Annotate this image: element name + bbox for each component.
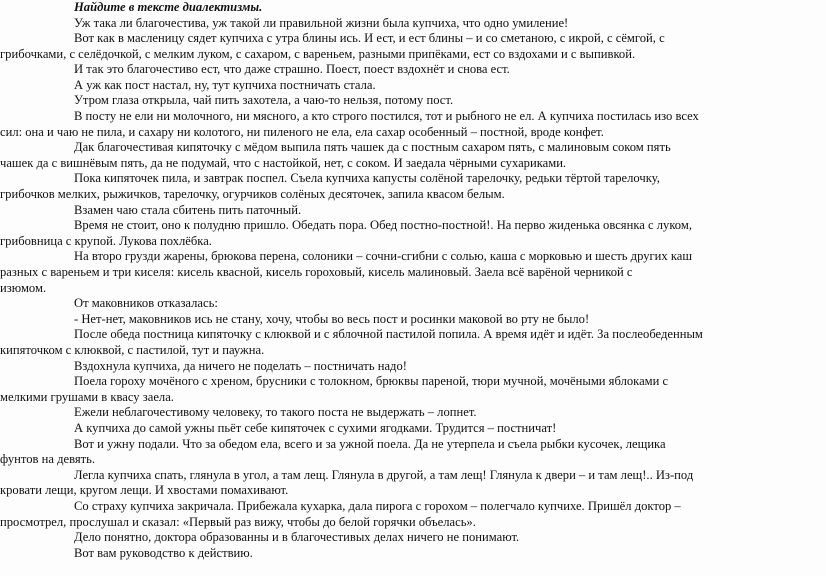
text-line: Вот вам руководство к действию. bbox=[74, 545, 253, 560]
text-line: Ежели неблагочестивому человеку, то такого поста не выдержать – лопнет. bbox=[74, 405, 477, 420]
paragraph bbox=[74, 546, 752, 562]
text-line: От маковников отказалась: bbox=[74, 296, 218, 311]
text-line: И так это благочестиво ест, что даже страшно. Поест, поест вздохнёт и снова ест. bbox=[74, 62, 510, 77]
document-body bbox=[0, 15, 752, 562]
text-line: разных с вареньем и три киселя: кисель квасной, кисель гороховый, кисель малиновый. Заела всё варёной черникой с bbox=[0, 265, 633, 279]
paragraph bbox=[74, 62, 752, 78]
text-line: Время не стоит, оно к полудню пришло. Обедать пора. Обед постно-постной!. На перво жиденька овсянка с луком, bbox=[74, 218, 692, 233]
paragraph bbox=[0, 436, 752, 468]
paragraph bbox=[74, 312, 752, 328]
paragraph bbox=[0, 467, 752, 499]
paragraph bbox=[0, 109, 752, 140]
paragraph bbox=[74, 296, 752, 312]
text-line: грибочков мелких, рыжичков, тарелочку, огурчиков солёных десяточек, запила квасом белым. bbox=[0, 187, 505, 202]
paragraph bbox=[0, 140, 752, 171]
text-line: сил: она и чаю не пила, и сахару ни колотого, ни пиленого не ела, ела сахар особенный – постной, вроде конфет. bbox=[0, 124, 604, 139]
text-line: А купчиха до самой ужны пьёт себе кипяточек с сухими ягодками. Трудится – постничат! bbox=[74, 420, 557, 435]
text-line: просмотрел, прослушал и сказал: «Первый раз вижу, чтобы до белой горячки объелась». bbox=[0, 514, 476, 529]
text-line: В посту не ели ни молочного, ни мясного, а кто строго постился, тот и рыбного не ел. А купчиха постилась изо всех bbox=[74, 109, 699, 124]
paragraph bbox=[0, 327, 752, 358]
text-line: Вот как в масленицу сядет купчиха с утра блины ись. И ест, и ест блины – и со сметаною, с икрой, с сёмгой, с bbox=[74, 31, 665, 46]
text-line: Вот и ужну подали. Что за обедом ела, всего и за ужной поела. Да не утерпела и съела рыбки кусочек, лещика bbox=[74, 436, 666, 451]
text-line: Дело понятно, доктора образованны и в благочестивых делах ничего не понимают. bbox=[74, 530, 520, 545]
text-line: Поела гороху мочёного с хреном, брусники с толокном, брюквы пареной, тюри мучной, мочёными яблоками с bbox=[74, 374, 669, 389]
text-line: мелкими грушами в квасу заела. bbox=[0, 389, 174, 404]
paragraph bbox=[0, 31, 752, 62]
paragraph bbox=[74, 359, 752, 375]
paragraph bbox=[74, 16, 752, 32]
paragraph bbox=[0, 218, 752, 249]
text-line: - Нет-нет, маковников ись не стану, хочу, чтобы во весь пост и росинки маковой во рту не было! bbox=[74, 311, 590, 326]
text-line: кипяточком с клюквой, с пастилой, тут и паужна. bbox=[0, 342, 265, 357]
text-line: Вздохнула купчиха, да ничего не поделать – постничать надо! bbox=[74, 358, 407, 373]
paragraph bbox=[0, 498, 752, 530]
text-line: грибочками, с селёдочкой, с мелким луком, с сахаром, с вареньем, разными припёками, ест со вздохами и с выпивкой. bbox=[0, 46, 636, 61]
text-line: Пока кипяточек пила, и завтрак поспел. Съела купчиха капусты солёной тарелочку, редьки тёртой тарелочку, bbox=[74, 171, 660, 186]
paragraph bbox=[0, 374, 752, 405]
text-line: Легла купчиха спать, глянула в угол, а там лещ. Глянула в другой, а там лещ! Глянула к двери – и там лещ!.. Из-под bbox=[74, 467, 694, 482]
task-heading: Найдите в тексте диалектизмы. bbox=[74, 0, 263, 14]
text-line: Дак благочестивая кипяточку с мёдом выпила пять чашек да с постным сахаром пять, с малиновым соком пять bbox=[74, 140, 671, 155]
text-line: Утром глаза открыла, чай пить захотела, а чаю-то нельзя, потому пост. bbox=[74, 93, 454, 108]
text-line: После обеда постница кипяточку с клюквой и с яблочной пастилой попила. А время идёт и идёт. За послеобеденным bbox=[74, 327, 703, 342]
paragraph bbox=[74, 405, 752, 421]
paragraph bbox=[74, 78, 752, 94]
text-line: грибовница с крупой. Лукова похлёбка. bbox=[0, 233, 212, 248]
text-line: Со страху купчиха закричала. Прибежала кухарка, дала пирога с горохом – полегчало купчихе. Пришёл доктор – bbox=[74, 498, 681, 513]
text-line: Уж така ли благочестива, уж такой ли правильной жизни была купчиха, что одно умиление! bbox=[74, 15, 569, 30]
paragraph bbox=[0, 171, 752, 202]
paragraph bbox=[0, 249, 752, 296]
text-line: На второ грузди жарены, брюкова перена, солоники – сочни-сгибни с солью, каша с морковью и шесть других каш bbox=[74, 249, 693, 264]
paragraph bbox=[74, 530, 752, 546]
text-line: А уж как пост настал, ну, тут купчиха постничать стала. bbox=[74, 77, 376, 92]
text-line: Взамен чаю стала сбитень пить паточный. bbox=[74, 202, 302, 217]
paragraph bbox=[74, 93, 752, 109]
text-line: чашек да с вишнёвым пять, да не подумай, что с настойкой, нет, с соком. И заедала чёрными сухариками. bbox=[0, 155, 567, 170]
paragraph bbox=[74, 203, 752, 219]
text-line: изюмом. bbox=[0, 280, 47, 295]
paragraph bbox=[74, 421, 752, 437]
text-line: кровати лещи, кругом лещи. И хвостами помахивают. bbox=[0, 483, 289, 498]
text-line: фунтов на девять. bbox=[0, 452, 96, 467]
